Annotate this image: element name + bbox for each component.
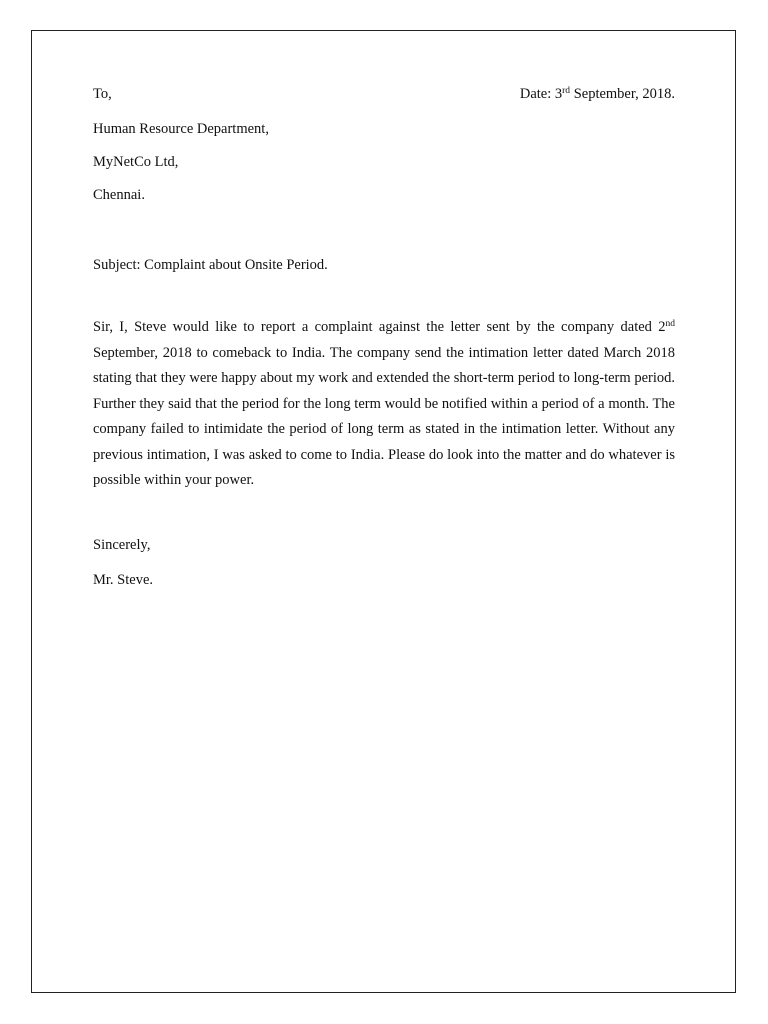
recipient-company: MyNetCo Ltd, [93, 154, 179, 170]
date-suffix: September, 2018. [570, 86, 675, 102]
letter-closing: Sincerely, [93, 536, 151, 553]
letter [93, 84, 675, 590]
letter-body [93, 315, 675, 494]
letter-header-row [93, 84, 675, 106]
letter-date [520, 84, 675, 104]
body-ordinal: nd [665, 319, 675, 329]
letter-signer: Mr. Steve. [93, 571, 154, 588]
body-part-1: Sir, I, Steve would like to report a complaint against the letter sent by the company dated 2 [93, 319, 666, 335]
recipient-department: Human Resource Department, [93, 121, 269, 137]
salutation-to: To, [93, 86, 112, 102]
body-part-2: September, 2018 to comeback to India. The company send the intimation letter dated March 2018 stating that they were happy about my work and extended the short-term period to long-term period. Further they said that the period for the long term would be notified within a period of a month. The company failed to intimidate the period of long term as stated in the intimation letter. Without any previous intimation, I was asked to come to India. Please do look into the matter and do whatever is possible within your power. [93, 344, 675, 488]
date-ordinal: rd [562, 86, 571, 96]
letter-subject: Subject: Complaint about Onsite Period. [93, 257, 328, 273]
recipient-city: Chennai. [93, 187, 145, 203]
date-prefix: Date: 3 [519, 86, 563, 102]
